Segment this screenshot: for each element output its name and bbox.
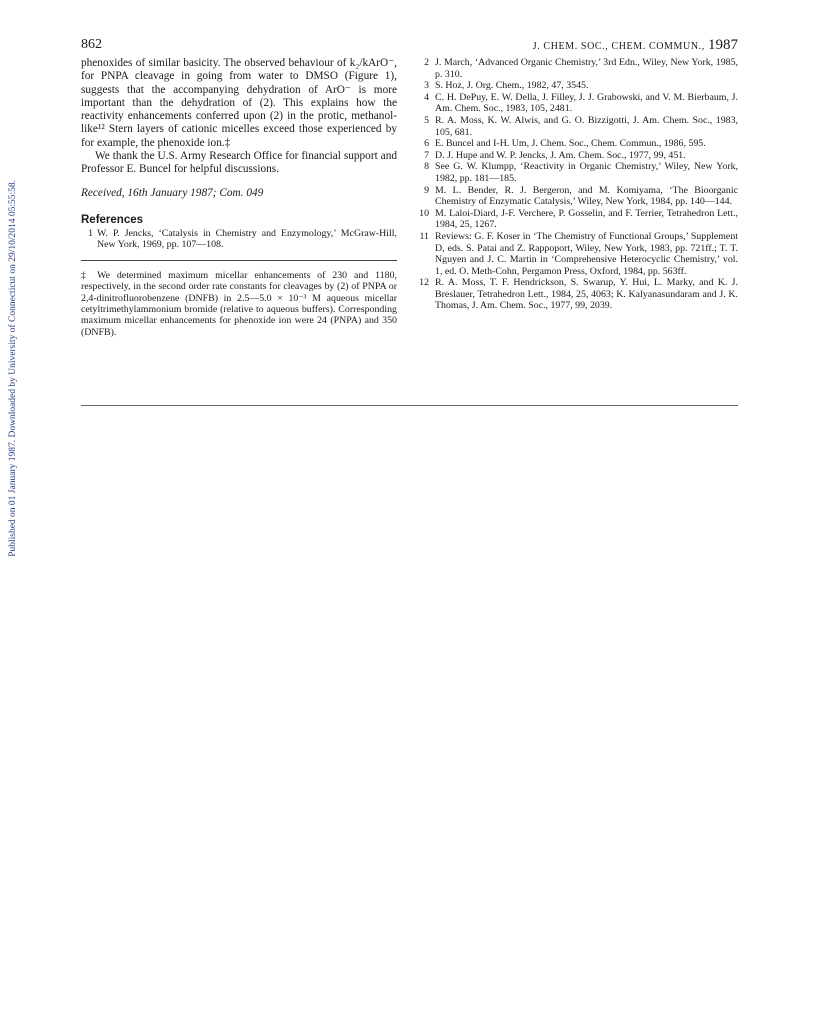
reference-item [415,92,738,115]
received-line: Received, 16th January 1987; Com. 049 [81,186,264,199]
reference-number: 8 [424,161,429,173]
reference-number: 5 [424,114,429,126]
reference-number: 10 [419,207,429,219]
reference-item [415,138,738,150]
references-list-left [81,228,397,251]
reference-text: See G. W. Klumpp, ‘Reactivity in Organic Chemistry,’ Wiley, New York, 1982, pp. 181—185. [435,161,738,184]
reference-text: E. Buncel and I-H. Um, J. Chem. Soc., Chem. Commun., 1986, 595. [435,138,706,150]
left-column [81,57,397,338]
page-number: 862 [81,37,102,52]
journal-year: 1987 [708,37,738,53]
reference-text: M. L. Bender, R. J. Bergeron, and M. Komiyama, ‘The Bioorganic Chemistry of Enzymatic Catalysis,’ Wiley, New York, 1984, pp. 140—144. [435,184,738,208]
reference-item [415,115,738,138]
reference-number: 9 [424,184,429,196]
reference-number: 7 [424,149,429,161]
journal-title: J. CHEM. SOC., CHEM. COMMUN., [532,41,705,52]
reference-number: 3 [424,80,429,92]
reference-text: R. A. Moss, T. F. Hendrickson, S. Swarup, Y. Hui, L. Marky, and K. J. Breslauer, Tetrahedron Lett., 1984, 25, 4063; K. Kalyanasundaram and J. K. Thomas, J. Am. Chem. Soc., 1977, 99, 2039. [435,277,738,312]
references-heading: References [81,213,144,226]
reference-text: D. J. Hupe and W. P. Jencks, J. Am. Chem. Soc., 1977, 99, 451. [435,149,686,161]
reference-item [415,161,738,184]
reference-text: M. Laloi-Diard, J-F. Verchere, P. Gosselin, and F. Terrier, Tetrahedron Lett., 1984, 25, 1267. [435,207,738,231]
references-list-right [415,57,738,312]
acknowledgement-paragraph: We thank the U.S. Army Research Office for financial support and Professor E. Buncel for helpful discussions. [81,150,397,176]
reference-item [415,231,738,277]
reference-text: C. H. DePuy, E. W. Della, J. Filley, J. J. Grabowski, and V. M. Bierbaum, J. Am. Chem. Soc., 1983, 105, 2481. [435,91,738,115]
reference-text: W. P. Jencks, ‘Catalysis in Chemistry and Enzymology,’ McGraw-Hill, New York, 1969, pp. 107—108. [97,227,397,251]
body-paragraph-1: phenoxides of similar basicity. The observed behaviour of k₂/kArO⁻, for PNPA cleavage in going from water to DMSO (Figure 1), suggests that the accompanying dehydration of ArO⁻ is more important than the dehydration of (2). This explains how the reactivity enhancements conferred upon (2) in the protic, methanol-like¹² Stern layers of cationic micelles exceed those experienced by for example, the phenoxide ion.‡ [81,57,397,149]
reference-number: 12 [419,277,429,289]
footnote-divider [81,260,397,261]
reference-number: 4 [424,91,429,103]
reference-text: Reviews: G. F. Koser in ‘The Chemistry of Functional Groups,’ Supplement D, eds. S. Patai and Z. Rappoport, Wiley, New York, 1983, pp. 721ff.; T. T. Nguyen and J. C. Martin in ‘Comprehensive Heterocyclic Chemistry,’ vol. 1, ed. O. Meth-Cohn, Pergamon Press, Oxford, 1984, pp. 563ff. [435,230,738,277]
reference-number: 2 [424,57,429,68]
reference-item [415,57,738,80]
reference-number: 6 [424,138,429,150]
reference-item [81,228,397,251]
reference-item [415,150,738,162]
download-watermark: Published on 01 January 1987. Downloaded by University of Connecticut on 29/10/2014 05:55:58. [8,180,18,557]
reference-item [415,208,738,231]
reference-text: S. Hoz, J. Org. Chem., 1982, 47, 3545. [435,80,589,92]
reference-number: 11 [419,230,429,242]
reference-number: 1 [88,227,93,239]
reference-item [415,277,738,312]
reference-text: J. March, ‘Advanced Organic Chemistry,’ 3rd Edn., Wiley, New York, 1985, p. 310. [435,57,738,80]
page-bottom-rule [81,405,738,406]
reference-item [415,80,738,92]
reference-text: R. A. Moss, K. W. Alwis, and G. O. Bizzigotti, J. Am. Chem. Soc., 1983, 105, 681. [435,114,738,138]
footnote: ‡ We determined maximum micellar enhancements of 230 and 1180, respectively, in the second order rate constants for cleavages by (2) of PNPA or 2,4-dinitrofluorobenzene (DNFB) in 2.5—5.0 × 10⁻³ M aqueous micellar cetyltrimethylammonium bromide (relative to aqueous buffers). Corresponding maximum micellar enhancements for phenoxide ion were 24 (PNPA) and 350 (DNFB). [81,269,397,338]
running-head [533,37,738,54]
reference-item [415,185,738,208]
